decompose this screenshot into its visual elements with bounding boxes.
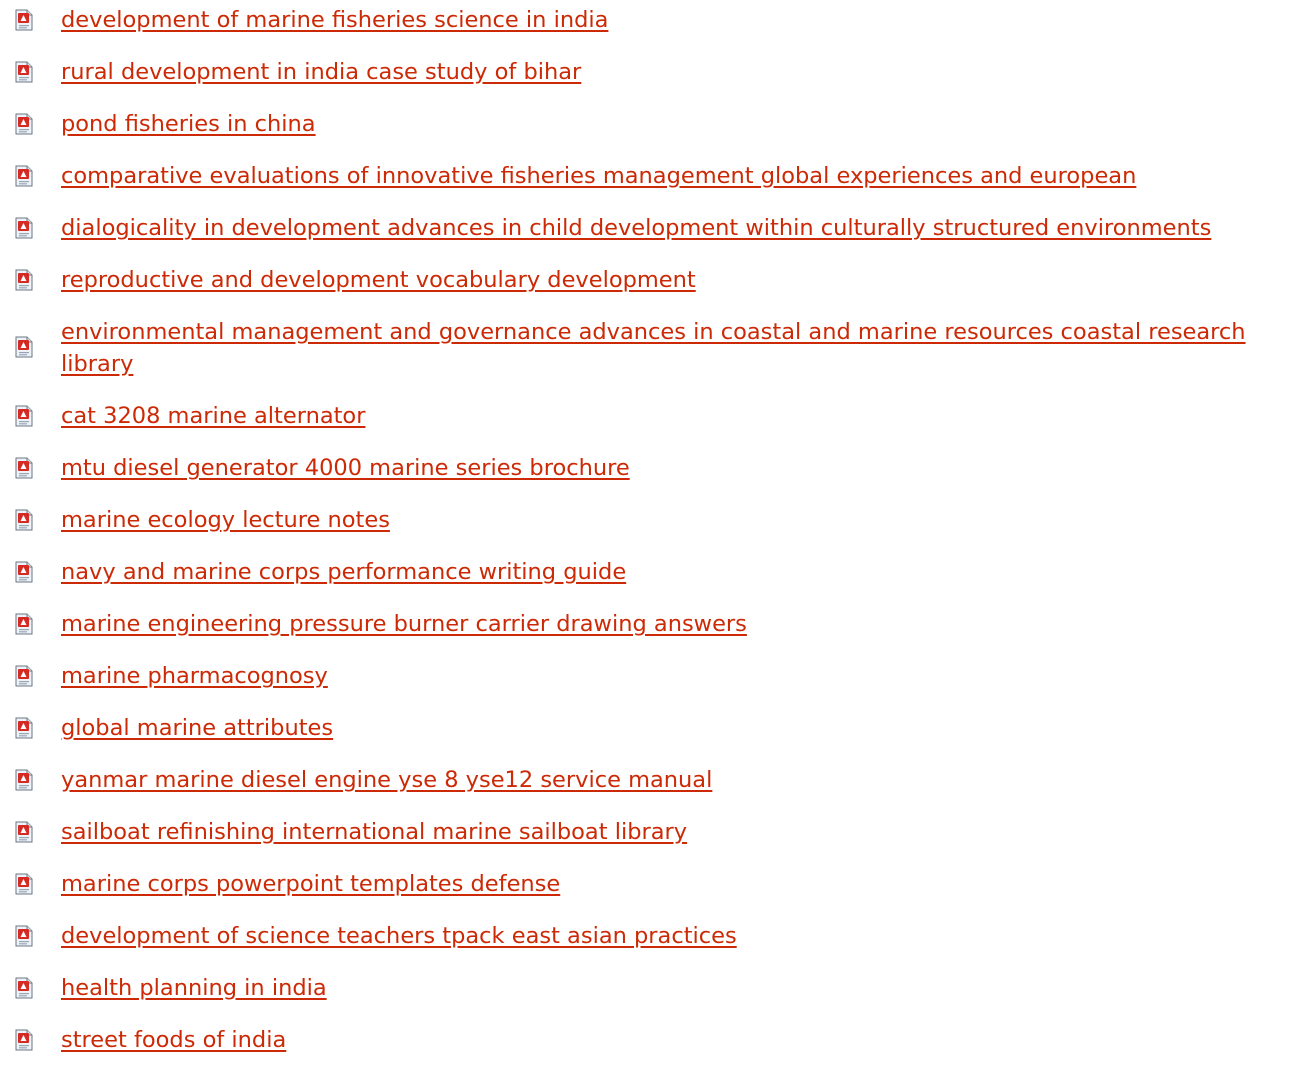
document-link[interactable]: cat 3208 marine alternator: [61, 403, 366, 429]
pdf-file-icon: [13, 336, 35, 358]
document-link[interactable]: yanmar marine diesel engine yse 8 yse12 service manual: [61, 767, 713, 793]
list-item: [0, 816, 1306, 848]
pdf-file-icon: [13, 769, 35, 791]
list-item: [0, 504, 1306, 536]
pdf-file-icon: [13, 113, 35, 135]
pdf-file-icon: [13, 269, 35, 291]
pdf-file-icon: [13, 561, 35, 583]
document-link[interactable]: pond fisheries in china: [61, 111, 316, 137]
list-item: [0, 316, 1306, 380]
pdf-file-icon: [13, 665, 35, 687]
document-link[interactable]: global marine attributes: [61, 715, 334, 741]
pdf-file-icon: [13, 873, 35, 895]
document-link[interactable]: comparative evaluations of innovative fisheries management global experiences and european: [61, 163, 1137, 189]
pdf-file-icon: [13, 925, 35, 947]
list-item: [0, 660, 1306, 692]
list-item: [0, 108, 1306, 140]
pdf-file-icon: [13, 613, 35, 635]
pdf-file-icon: [13, 717, 35, 739]
document-link[interactable]: marine pharmacognosy: [61, 663, 328, 689]
list-item: [0, 212, 1306, 244]
list-item: [0, 868, 1306, 900]
list-item: [0, 4, 1306, 36]
document-link[interactable]: street foods of india: [61, 1027, 287, 1053]
list-item: [0, 400, 1306, 432]
list-item: [0, 452, 1306, 484]
list-item: [0, 972, 1306, 1004]
document-link[interactable]: dialogicality in development advances in child development within culturally structured environments: [61, 215, 1212, 241]
document-link[interactable]: rural development in india case study of bihar: [61, 59, 582, 85]
document-link-list: [0, 4, 1306, 1076]
document-link[interactable]: sailboat refinishing international marine sailboat library: [61, 819, 688, 845]
pdf-file-icon: [13, 61, 35, 83]
pdf-file-icon: [13, 1029, 35, 1051]
pdf-file-icon: [13, 217, 35, 239]
list-item: [0, 264, 1306, 296]
list-item: [0, 556, 1306, 588]
list-item: [0, 160, 1306, 192]
document-link[interactable]: development of marine fisheries science in india: [61, 7, 609, 33]
document-link[interactable]: marine engineering pressure burner carrier drawing answers: [61, 611, 747, 637]
document-link[interactable]: development of science teachers tpack east asian practices: [61, 923, 737, 949]
pdf-file-icon: [13, 457, 35, 479]
pdf-file-icon: [13, 9, 35, 31]
document-link[interactable]: health planning in india: [61, 975, 327, 1001]
list-item: [0, 920, 1306, 952]
pdf-file-icon: [13, 405, 35, 427]
list-item: [0, 712, 1306, 744]
list-item: [0, 608, 1306, 640]
document-link[interactable]: environmental management and governance advances in coastal and marine resources coastal research library: [61, 319, 1246, 377]
document-link[interactable]: marine ecology lecture notes: [61, 507, 390, 533]
document-link[interactable]: marine corps powerpoint templates defense: [61, 871, 561, 897]
pdf-file-icon: [13, 509, 35, 531]
list-item: [0, 764, 1306, 796]
list-item: [0, 56, 1306, 88]
pdf-file-icon: [13, 165, 35, 187]
document-link[interactable]: reproductive and development vocabulary development: [61, 267, 696, 293]
pdf-file-icon: [13, 977, 35, 999]
document-link[interactable]: navy and marine corps performance writing guide: [61, 559, 627, 585]
pdf-file-icon: [13, 821, 35, 843]
document-link[interactable]: mtu diesel generator 4000 marine series brochure: [61, 455, 630, 481]
list-item: [0, 1024, 1306, 1056]
